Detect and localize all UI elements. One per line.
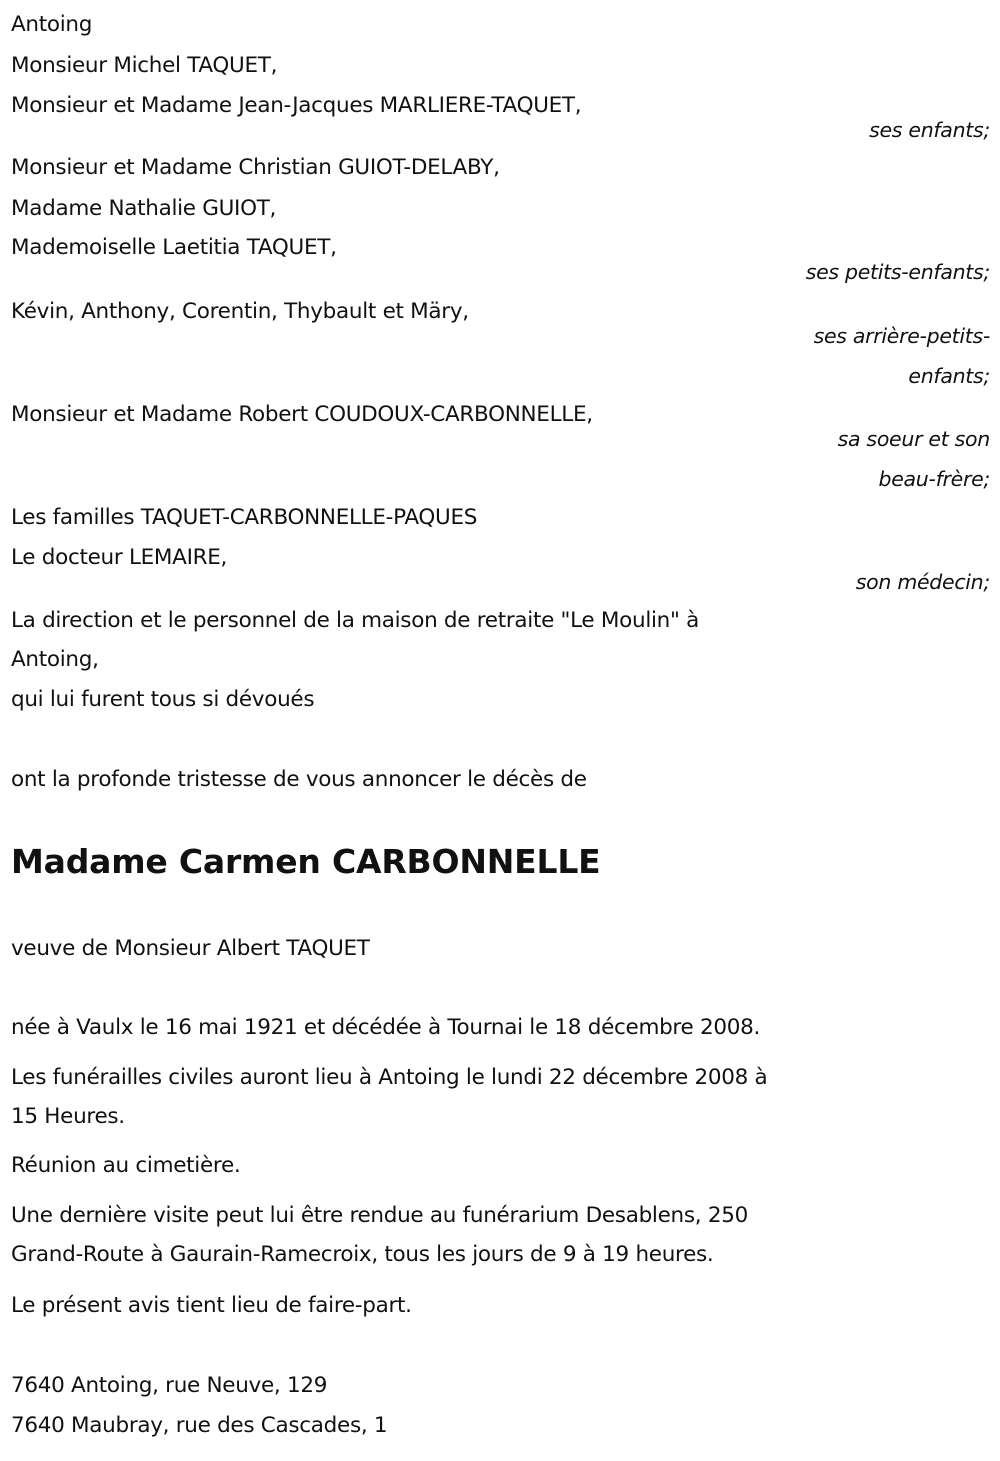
- notice-line: Monsieur Michel TAQUET,: [11, 53, 278, 78]
- notice-line: Mademoiselle Laetitia TAQUET,: [11, 235, 337, 260]
- notice-line: née à Vaulx le 16 mai 1921 et décédée à Tournai le 18 décembre 2008.: [11, 1015, 761, 1040]
- notice-line: Le présent avis tient lieu de faire-part.: [11, 1293, 412, 1318]
- relationship-label: beau-frère;: [878, 467, 990, 491]
- relationship-label: son médecin;: [855, 570, 990, 594]
- notice-line: qui lui furent tous si dévoués: [11, 687, 315, 712]
- notice-line: Antoing,: [11, 647, 99, 672]
- notice-line: Réunion au cimetière.: [11, 1153, 241, 1178]
- notice-line: Antoing: [11, 12, 93, 37]
- notice-line: Les familles TAQUET-CARBONNELLE-PAQUES: [11, 505, 478, 530]
- relationship-label: ses petits-enfants;: [805, 260, 990, 284]
- notice-line: La direction et le personnel de la maison de retraite "Le Moulin" à: [11, 608, 699, 633]
- relationship-label: ses enfants;: [869, 118, 990, 142]
- notice-line: veuve de Monsieur Albert TAQUET: [11, 936, 370, 961]
- notice-line: 7640 Maubray, rue des Cascades, 1: [11, 1413, 388, 1438]
- notice-line: Kévin, Anthony, Corentin, Thybault et Märy,: [11, 299, 469, 324]
- relationship-label: ses arrière-petits-: [813, 324, 990, 348]
- notice-line: Monsieur et Madame Robert COUDOUX-CARBONNELLE,: [11, 402, 593, 427]
- relationship-label: sa soeur et son: [837, 427, 990, 451]
- notice-line: Les funérailles civiles auront lieu à Antoing le lundi 22 décembre 2008 à: [11, 1065, 768, 1090]
- notice-line: 15 Heures.: [11, 1104, 125, 1129]
- notice-line: Monsieur et Madame Jean-Jacques MARLIERE-TAQUET,: [11, 93, 582, 118]
- notice-line: Monsieur et Madame Christian GUIOT-DELABY,: [11, 155, 500, 180]
- relationship-label: enfants;: [908, 364, 990, 388]
- notice-line: Grand-Route à Gaurain-Ramecroix, tous les jours de 9 à 19 heures.: [11, 1242, 714, 1267]
- notice-line: Madame Nathalie GUIOT,: [11, 196, 277, 221]
- notice-line: Le docteur LEMAIRE,: [11, 545, 228, 570]
- deceased-name: Madame Carmen CARBONNELLE: [11, 842, 601, 881]
- notice-line: ont la profonde tristesse de vous annoncer le décès de: [11, 767, 587, 792]
- notice-line: 7640 Antoing, rue Neuve, 129: [11, 1373, 328, 1398]
- notice-line: Une dernière visite peut lui être rendue au funérarium Desablens, 250: [11, 1203, 748, 1228]
